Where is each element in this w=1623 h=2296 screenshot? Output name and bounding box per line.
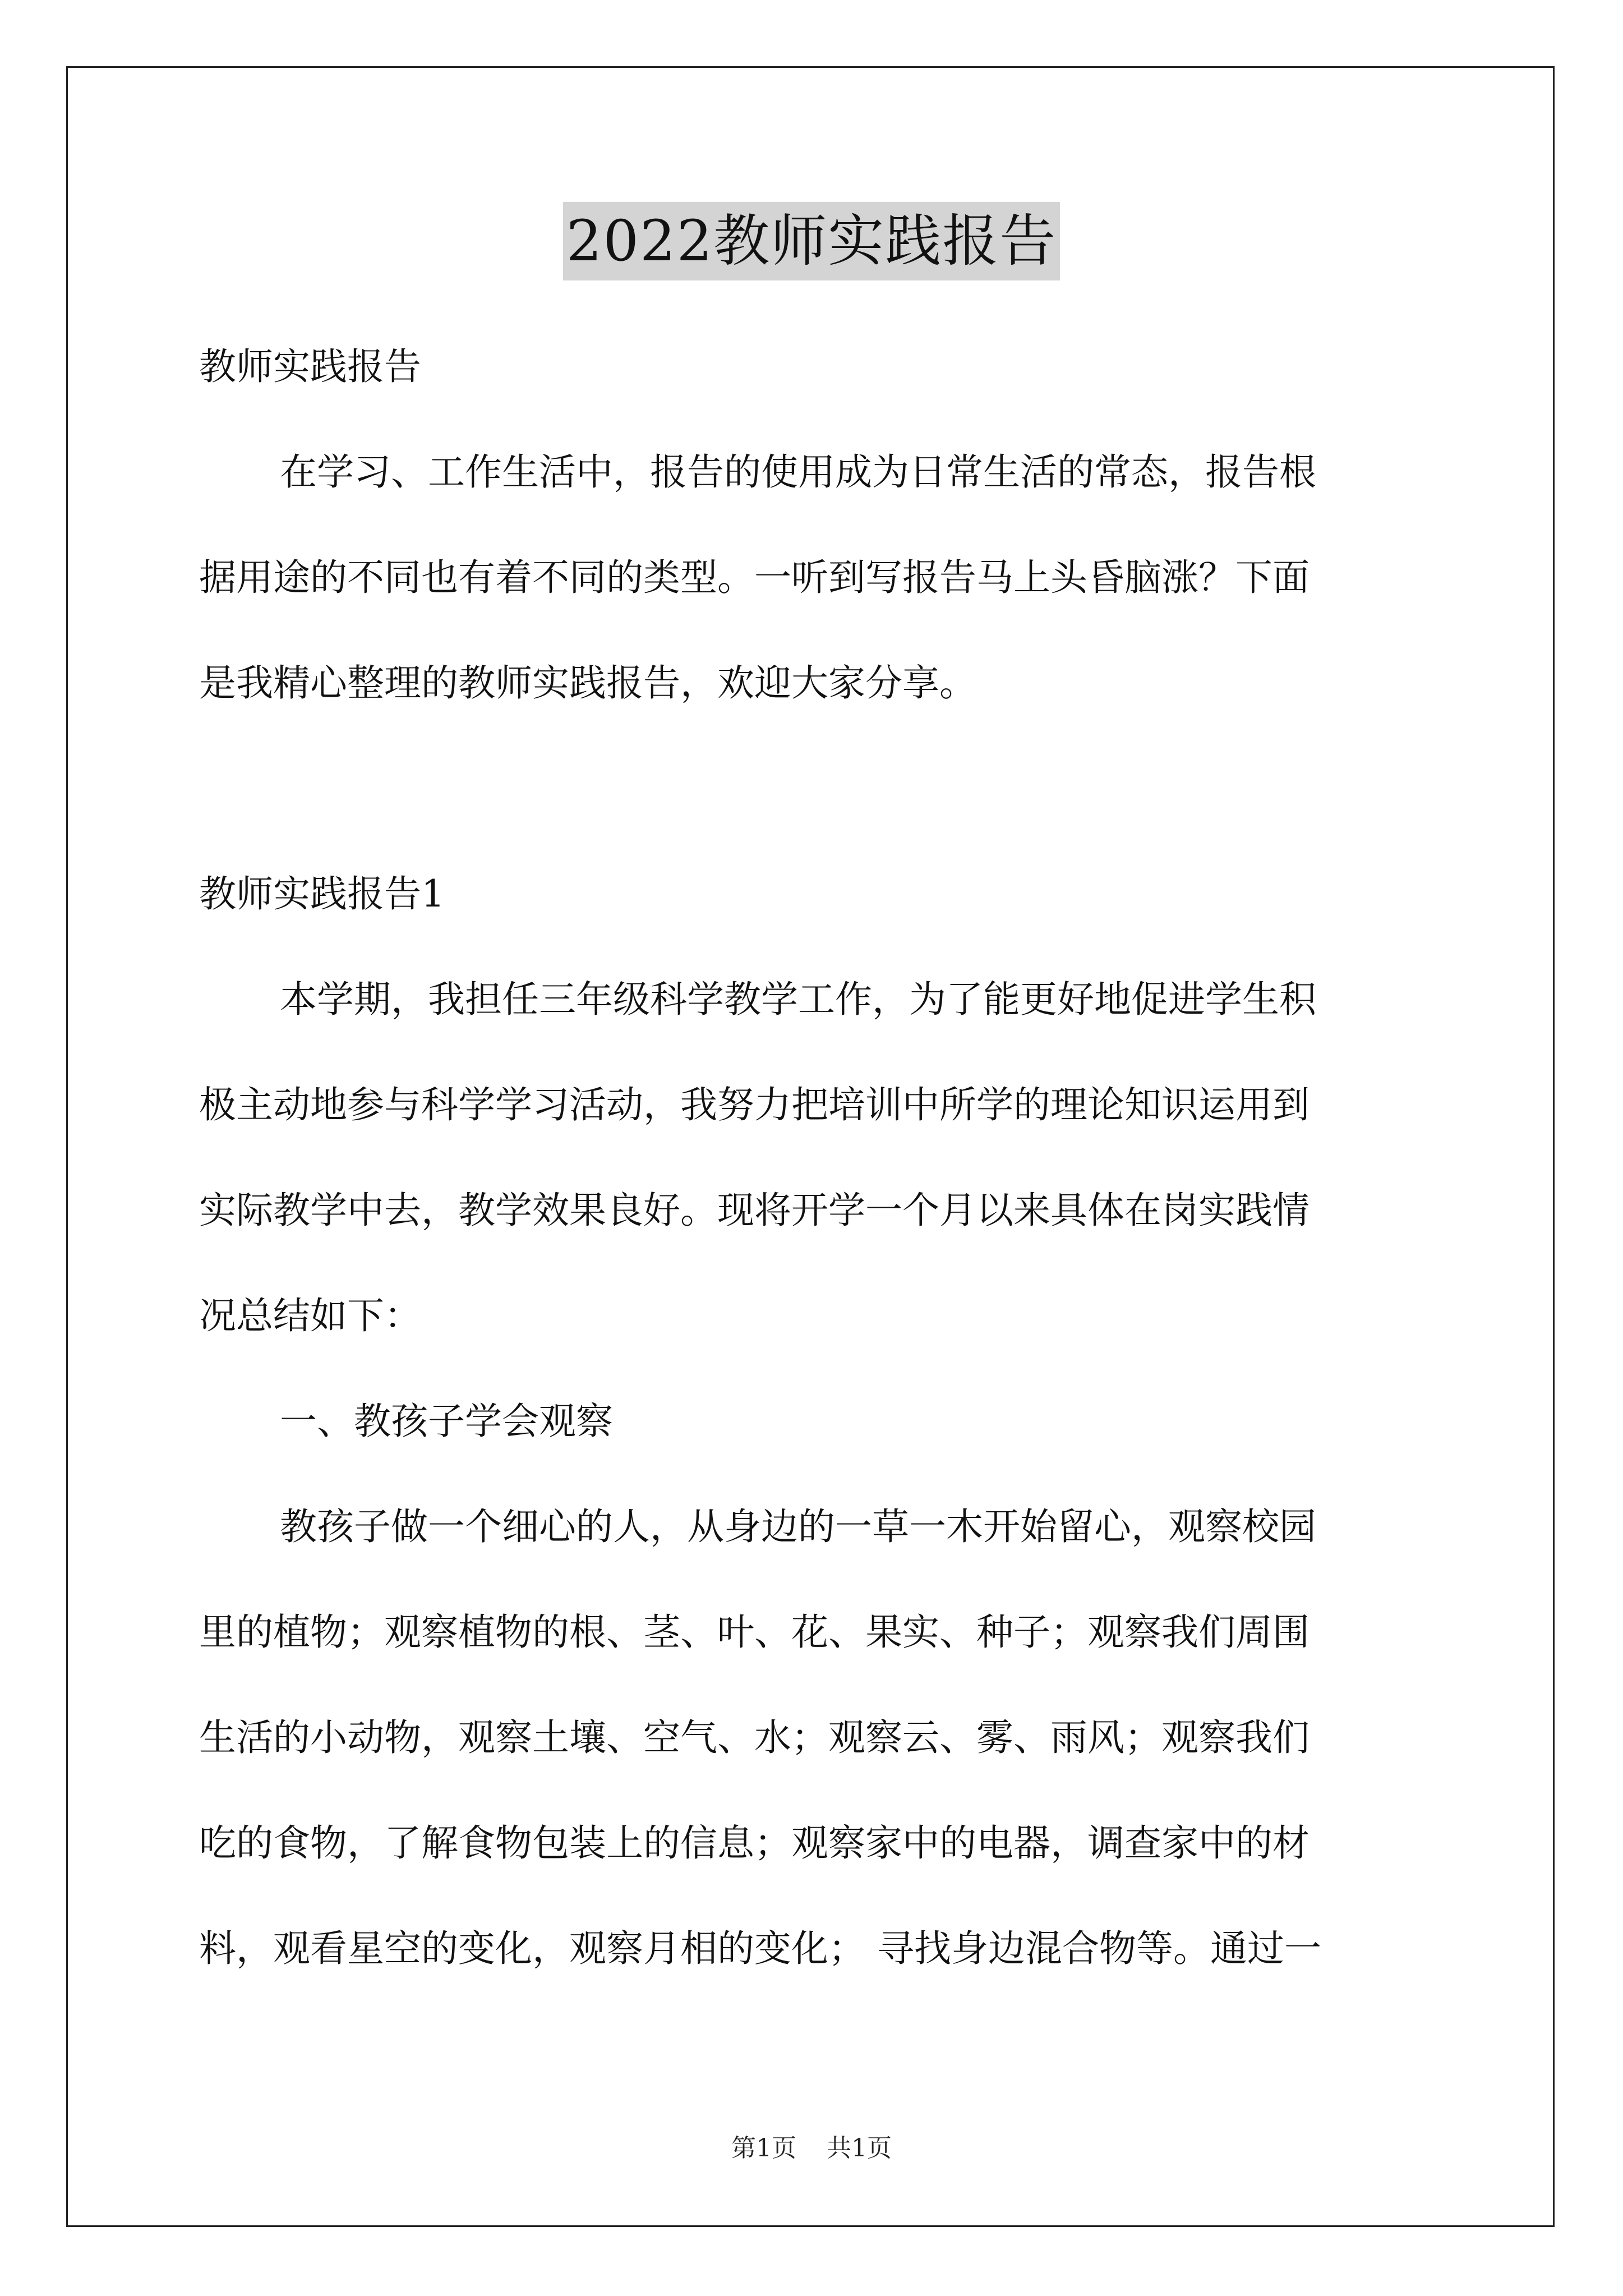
text-line: 极主动地参与科学学习活动，我努力把培训中所学的理论知识运用到 — [199, 1083, 1310, 1126]
text-line: 教师实践报告1 — [199, 872, 445, 915]
document-title: 2022教师实践报告 — [563, 202, 1061, 280]
text-line: 是我精心整理的教师实践报告，欢迎大家分享。 — [199, 661, 976, 705]
blank-line — [199, 736, 1433, 841]
document-body — [199, 314, 1433, 2001]
text-line: 实际教学中去，教学效果良好。现将开学一个月以来具体在岗实践情 — [199, 1189, 1310, 1232]
text-line: 一、教孩子学会观察 — [280, 1400, 613, 1443]
text-line: 教师实践报告 — [199, 345, 421, 388]
page-number-total: 共1页 — [827, 2134, 892, 2162]
text-line: 料，观看星空的变化，观察月相的变化； 寻找身边混合物等。通过一 — [199, 1927, 1321, 1970]
text-line: 教孩子做一个细心的人，从身边的一草一木开始留心，观察校园 — [280, 1505, 1316, 1548]
page-footer — [0, 2132, 1623, 2165]
text-line: 吃的食物，了解食物包装上的信息；观察家中的电器，调查家中的材 — [199, 1821, 1310, 1865]
text-line: 在学习、工作生活中，报告的使用成为日常生活的常态，报告根 — [280, 450, 1316, 494]
text-line: 里的植物；观察植物的根、茎、叶、花、果实、种子；观察我们周围 — [199, 1611, 1310, 1654]
title-container — [0, 202, 1623, 280]
page-number-current: 第1页 — [731, 2134, 796, 2162]
text-line: 据用途的不同也有着不同的类型。一听到写报告马上头昏脑涨？下面 — [199, 556, 1310, 599]
text-line: 本学期，我担任三年级科学教学工作，为了能更好地促进学生积 — [280, 978, 1316, 1021]
text-line: 生活的小动物，观察土壤、空气、水；观察云、雾、雨风；观察我们 — [199, 1716, 1310, 1759]
text-line: 况总结如下： — [199, 1294, 421, 1337]
